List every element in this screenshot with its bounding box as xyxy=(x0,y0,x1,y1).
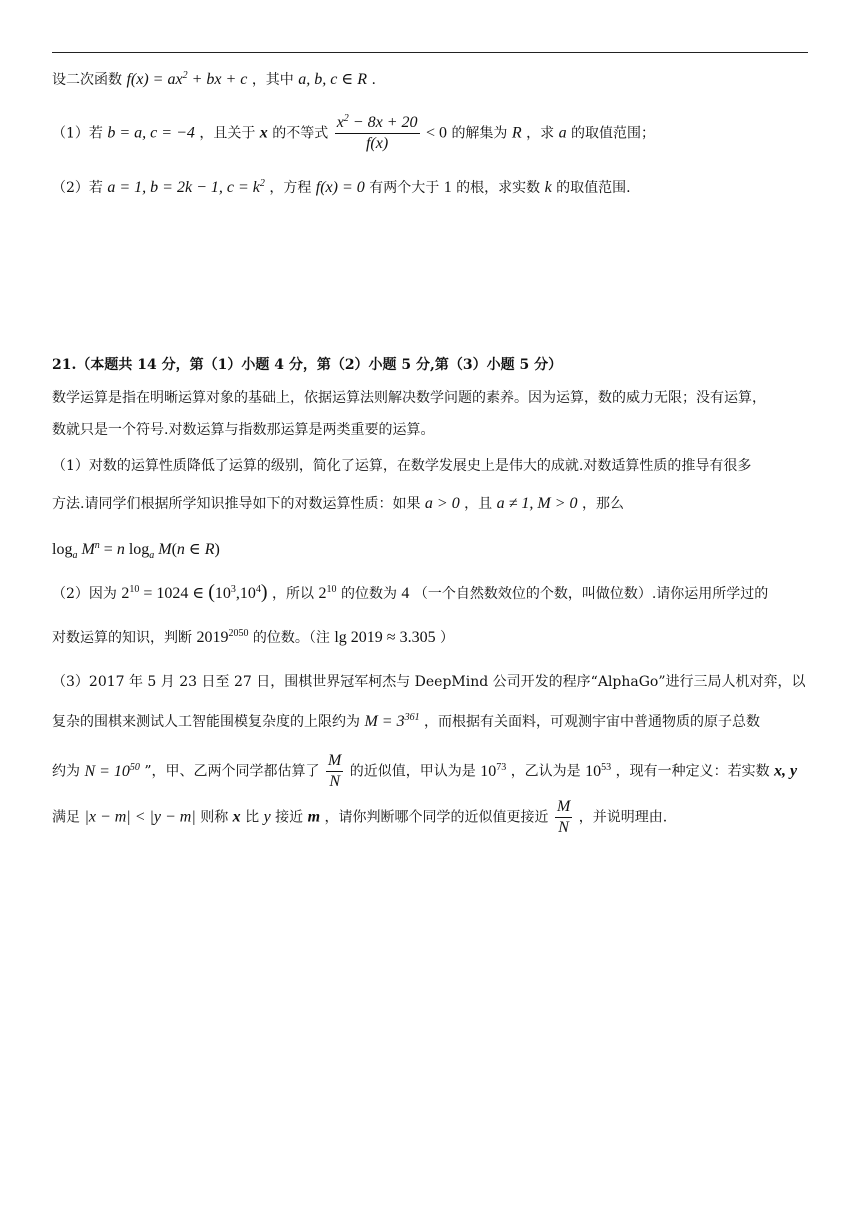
intro-mid: ，其中 xyxy=(251,72,294,88)
text: ，方程 xyxy=(269,180,312,196)
q21-part-2-line-1 xyxy=(52,581,769,604)
text: 满足 xyxy=(52,809,80,826)
text: ，并说明理由. xyxy=(578,809,668,826)
estimate-jia: $10^{73}$ xyxy=(480,761,507,780)
text: ，乙认为是 xyxy=(510,763,581,780)
intro-function: $f(x) = ax^2$ + bx + c xyxy=(126,70,248,88)
digit-count-four: 4 xyxy=(401,585,410,602)
m-over-n-fraction-2 xyxy=(555,798,572,837)
fraction-numerator: M xyxy=(326,752,343,772)
power-2-10: $2^{10}$ xyxy=(318,584,337,602)
intro-condition: a, b, c ∈ R xyxy=(298,71,367,88)
variable-x: x xyxy=(259,124,268,142)
variable-m: m xyxy=(307,808,321,826)
text: ，那么 xyxy=(581,496,624,512)
text: ”，甲、乙两个同学都估算了 xyxy=(144,763,320,780)
problem-20-intro xyxy=(52,70,376,90)
q21-part-3-line-3 xyxy=(52,752,797,791)
text: 复杂的围棋来测试人工智能围模复杂度的上限约为 xyxy=(52,714,360,730)
text: 的取值范围； xyxy=(571,125,656,142)
power-2019-2050: $2019^{2050}$ xyxy=(196,628,249,646)
variable-y: y xyxy=(263,808,271,826)
q21-part-1-line-2 xyxy=(52,494,624,514)
text: 的近似值，甲认为是 xyxy=(349,763,476,780)
fraction-numerator: $x^2 - 8x + 20$ xyxy=(335,114,420,134)
text: 约为 xyxy=(52,763,80,780)
n-value: $N = 10^{50}$ xyxy=(84,761,140,780)
text: ，且关于 xyxy=(199,125,256,142)
q21-para-line-1: 数学运算是指在明晰运算对象的基础上，依据运算法则解决数学问题的素养。因为运算，数的威力无限；没有运算， xyxy=(52,390,766,406)
condition-a-positive: a > 0 xyxy=(424,495,460,512)
text: ） xyxy=(440,630,455,646)
text: ，请你判断哪个同学的近似值更接近 xyxy=(324,809,549,826)
text: 的取值范围. xyxy=(556,180,631,196)
part-2-label: （2）若 xyxy=(52,180,103,196)
equation: f(x) = 0 xyxy=(315,179,365,196)
variable-k: k xyxy=(544,179,552,196)
log-formula: $\log_a M^n = n$ $\log_a M(n$ ∈ R) xyxy=(52,540,220,561)
m-over-n-fraction xyxy=(326,752,343,791)
text: ，现有一种定义：若实数 xyxy=(615,763,770,780)
problem-20-part-1 xyxy=(52,114,655,153)
part-1-condition: b = a, c = −4 xyxy=(107,124,195,142)
variables-xy: x, y xyxy=(774,762,798,780)
estimate-yi: $10^{53}$ xyxy=(585,761,612,780)
inequality-sign: < 0 xyxy=(425,124,447,142)
top-rule xyxy=(52,52,808,53)
text: 的位数。（注 xyxy=(252,630,330,646)
part-2-condition: a = 1, b = 2k − 1, $c = k^2$ xyxy=(107,178,265,196)
text: ，所以 xyxy=(272,586,315,602)
fraction-denominator: f(x) xyxy=(365,135,389,152)
text: 接近 xyxy=(275,809,304,826)
q21-part-2-line-2 xyxy=(52,628,454,648)
problem-21-heading: 21.（本题共 14 分，第（1）小题 4 分，第（2）小题 5 分,第（3）小题 5 分） xyxy=(52,357,563,373)
text: （一个自然数效位的个数，叫做位数）.请你运用所学过的 xyxy=(413,586,769,602)
lg-note: lg 2019 ≈ 3.305 xyxy=(334,629,436,646)
text: 对数运算的知识，判断 xyxy=(52,630,192,646)
text: 的根，求实数 xyxy=(456,180,541,196)
number-one: 1 xyxy=(443,179,452,196)
q21-para-line-2: 数就只是一个符号.对数运算与指数那运算是两类重要的运算。 xyxy=(52,422,435,438)
variable-x: x xyxy=(232,808,241,826)
part-2-membership: $2^{10} = 1024$ ∈ $(10^3,10^4)$ xyxy=(121,581,268,603)
q21-part-1-line-1: （1）对数的运算性质降低了运算的级别，简化了运算，在数学发展史上是伟大的成就.对数适算性质的推导有很多 xyxy=(52,458,752,474)
text: 比 xyxy=(245,809,260,826)
intro-end: . xyxy=(371,72,376,88)
text: ，而根据有关面料，可观测宇宙中普通物质的原子总数 xyxy=(424,714,761,730)
q21-part-3-line-4 xyxy=(52,798,667,837)
problem-20-part-2 xyxy=(52,178,631,198)
intro-prefix: 设二次函数 xyxy=(52,72,122,88)
text: 方法.请同学们根据所学知识推导如下的对数运算性质：如果 xyxy=(52,496,421,512)
m-value: $M = 3^{361}$ xyxy=(364,712,420,730)
fraction-denominator: N xyxy=(329,773,340,790)
text: 的解集为 xyxy=(451,125,508,142)
text: ，求 xyxy=(526,125,555,142)
text: 有两个大于 xyxy=(369,180,440,196)
set-r: R xyxy=(511,124,522,142)
condition-a-not-one: a ≠ 1, M > 0 xyxy=(496,495,578,512)
text: ，且 xyxy=(464,496,493,512)
text: 则称 xyxy=(200,809,229,826)
fraction-numerator: M xyxy=(555,798,572,818)
text: 的位数为 xyxy=(340,586,397,602)
fraction-denominator: N xyxy=(558,819,569,836)
variable-a: a xyxy=(558,124,567,142)
text: （2）因为 xyxy=(52,586,117,602)
text: 的不等式 xyxy=(272,125,329,142)
inequality-fraction xyxy=(335,114,420,153)
q21-part-3-line-2 xyxy=(52,712,760,732)
q21-part-3-line-1: （3）2017 年 5 月 23 日至 27 日，围棋世界冠军柯杰与 DeepMind 公司开发的程序“AlphaGo”进行三局人机对弈，以 xyxy=(52,674,806,690)
part-1-label: （1）若 xyxy=(52,125,103,142)
closeness-condition: |x − m| < |y − m| xyxy=(84,808,196,826)
